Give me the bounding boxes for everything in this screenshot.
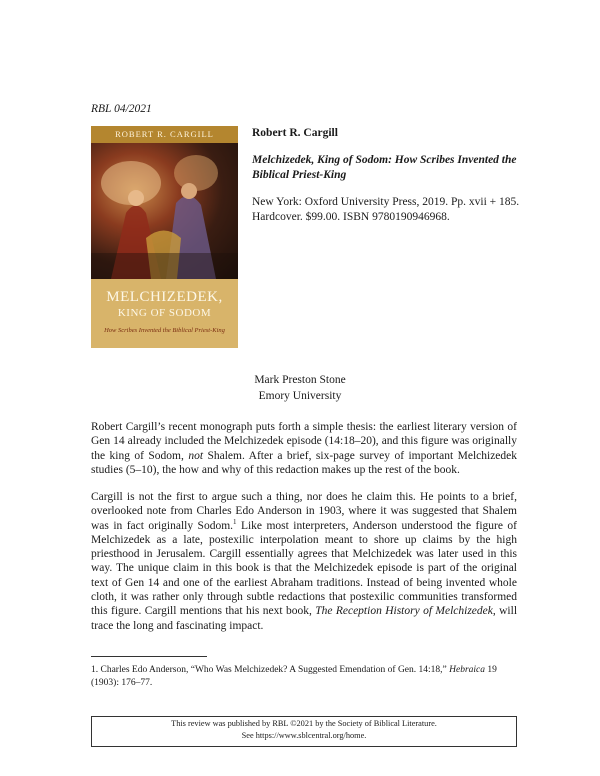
review-paragraph-2	[91, 490, 517, 633]
publication-notice	[91, 716, 517, 747]
book-title: Melchizedek, King of Sodom: How Scribes Invented the Biblical Priest-King	[252, 154, 517, 181]
next-book-title: The Reception History of Melchizedek	[315, 605, 493, 618]
cover-painting	[91, 143, 238, 279]
cover-author: ROBERT R. CARGILL	[91, 126, 238, 143]
book-author: Robert R. Cargill	[252, 127, 338, 139]
emphasis-text: not	[188, 449, 204, 462]
footnote-text: 19 (1903): 176–77.	[91, 665, 497, 688]
paragraph-text: , will trace the long and fascinating impact.	[91, 605, 518, 632]
reviewer-affiliation: Emory University	[258, 390, 342, 402]
paragraph-text: Cargill is not the first to argue such a thing, nor does he claim this. He points to a brief, overlooked note from Charles Edo Anderson in 1903, where it was suggested that Shalem was in fact originally Sodom.	[91, 491, 517, 532]
footnote-marker[interactable]: 1	[233, 517, 237, 526]
rbl-issue-id: RBL 04/2021	[91, 103, 152, 115]
notice-line-2[interactable]: See https://www.sblcentral.org/home.	[241, 731, 367, 740]
notice-line-1: This review was published by RBL ©2021 by the Society of Biblical Literature.	[171, 719, 437, 728]
cover-subtitle: KING OF SODOM	[117, 307, 212, 319]
book-metadata	[252, 126, 522, 225]
footnote-text: 1. Charles Edo Anderson, “Who Was Melchizedek? A Suggested Emendation of Gen. 14:18,”	[91, 665, 450, 675]
journal-name: Hebraica	[449, 665, 486, 675]
paragraph-text: Shalem. After a brief, six-page survey of important Melchizedek studies (5–10), the how and why of this redaction makes up the rest of the book.	[91, 449, 518, 476]
footnote-divider	[91, 656, 207, 657]
footnote-1	[91, 664, 517, 690]
reviewer-block	[0, 372, 600, 404]
paragraph-text: Robert Cargill’s recent monograph puts forth a simple thesis: the earliest literary version of Gen 14 already included the Melchizedek episode (14:18–20), and this figure was originally the king of Sodom,	[91, 421, 517, 462]
paragraph-text: Like most interpreters, Anderson understood the figure of Melchizedek as a late, postexilic interpolation meant to shore up claims by the high priesthood in Jerusalem. Cargill essentially agrees that Melchizedek was later used in this way. The unique claim in this book is that the Melchizedek episode is part of the original text of Gen 14 and one of the earliest Abraham traditions. Instead of being invented whole cloth, it was rather only through subtle redactions that postexilic communities transformed this figure. Cargill mentions that his next book,	[91, 519, 517, 618]
reviewer-name: Mark Preston Stone	[254, 374, 346, 386]
cover-tagline: How Scribes Invented the Biblical Priest-King	[104, 327, 225, 334]
review-paragraph-1	[91, 420, 517, 477]
cover-title: MELCHIZEDEK,	[106, 289, 223, 305]
publication-info: New York: Oxford University Press, 2019. Pp. xvii + 185. Hardcover. $99.00. ISBN 9780190946968.	[252, 196, 520, 223]
book-cover-image	[91, 126, 238, 348]
